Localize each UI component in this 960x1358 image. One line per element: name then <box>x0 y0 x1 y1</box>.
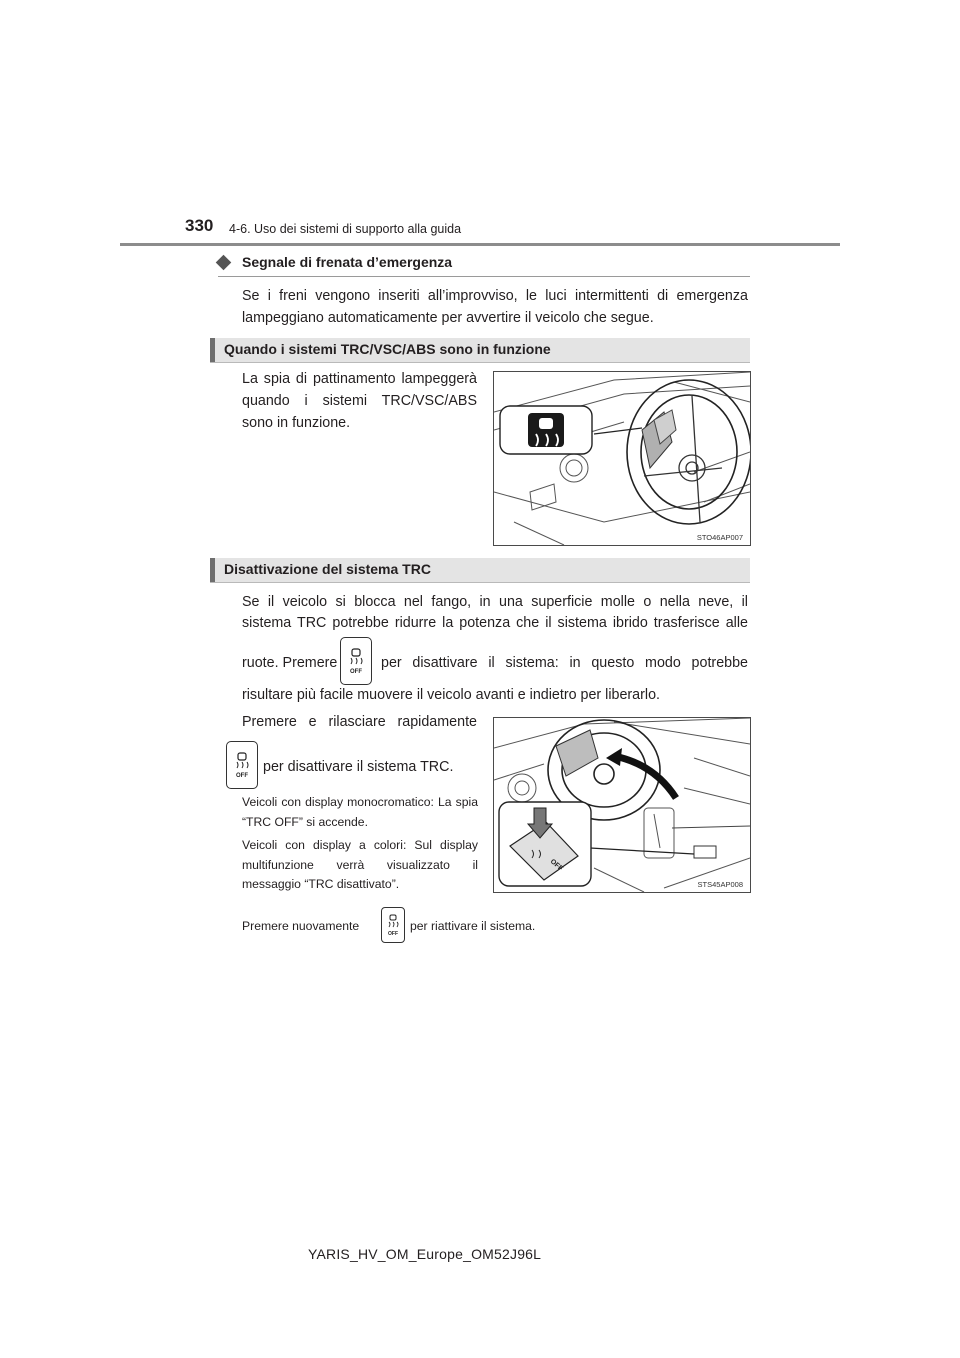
press-line-1: Premere e rilasciare rapidamente <box>242 714 477 730</box>
figure-code: STO46AP007 <box>696 533 743 542</box>
trc-active-band <box>210 338 750 363</box>
mono-display-note: Veicoli con display monocromatico: La spia “TRC OFF” si accende. <box>242 795 478 829</box>
dashboard-illustration <box>494 372 750 545</box>
press-inline-button <box>226 741 258 789</box>
band-marker <box>210 338 215 362</box>
band-marker <box>210 558 215 582</box>
console-illustration <box>494 718 750 892</box>
reactivate-text-b: per riattivare il sistema. <box>410 919 536 933</box>
color-display-note: Veicoli con display a colori: Sul display multifunzione verrà visualizzato il messaggio “TRC disattivato”. <box>242 838 478 891</box>
vsc-off-button-icon <box>226 741 258 789</box>
svg-text:OFF: OFF <box>350 669 362 675</box>
svg-text:OFF: OFF <box>236 773 248 779</box>
press-line-2: per disattivare il sistema TRC. <box>263 759 454 775</box>
dashboard-figure <box>493 371 751 546</box>
emergency-brake-heading <box>218 254 750 277</box>
trc-off-line-2: sistema TRC potrebbe ridurre la potenza che il sistema ibrido trasferisce alle <box>242 615 748 631</box>
trc-active-title: Quando i sistemi TRC/VSC/ABS sono in funzione <box>224 341 551 357</box>
trc-off-title: Disattivazione del sistema TRC <box>224 561 431 577</box>
emergency-brake-title: Segnale di frenata d’emergenza <box>242 254 453 270</box>
emergency-brake-text: Se i freni vengono inseriti all’improvviso, le luci intermittenti di emergenza lampeggiano automaticamente per avvertire il veicolo che segue. <box>242 288 748 326</box>
trc-off-line-3a: ruote. Premere <box>242 655 338 671</box>
reactivate-text-a: Premere nuovamente <box>242 919 360 933</box>
console-figure <box>493 717 751 893</box>
vsc-off-button-icon <box>340 637 372 685</box>
reactivate-inline-button <box>381 907 405 943</box>
section-title: 4-6. Uso dei sistemi di supporto alla guida <box>229 222 462 236</box>
trc-active-text: La spia di pattinamento lampeggerà quando i sistemi TRC/VSC/ABS sono in funzione. <box>242 371 477 431</box>
svg-text:OFF: OFF <box>388 931 398 937</box>
figure-code: STS45AP008 <box>697 880 743 889</box>
slip-indicator-icon <box>528 413 564 447</box>
trc-off-band <box>210 558 750 583</box>
svg-text:OFF: OFF <box>548 858 564 873</box>
trc-off-line-3b: per disattivare il sistema: in questo modo potrebbe <box>381 655 748 671</box>
trc-off-line-1: Se il veicolo si blocca nel fango, in una superficie molle o nella neve, il <box>242 594 748 610</box>
vsc-off-button-icon <box>381 907 405 943</box>
trc-off-inline-button <box>340 637 372 685</box>
trc-off-line-4: risultare più facile muovere il veicolo avanti e indietro per liberarlo. <box>242 687 660 703</box>
document-code: YARIS_HV_OM_Europe_OM52J96L <box>308 1246 542 1262</box>
diamond-bullet-icon <box>216 255 232 271</box>
header-rule <box>120 243 840 246</box>
page-number: 330 <box>185 216 214 235</box>
